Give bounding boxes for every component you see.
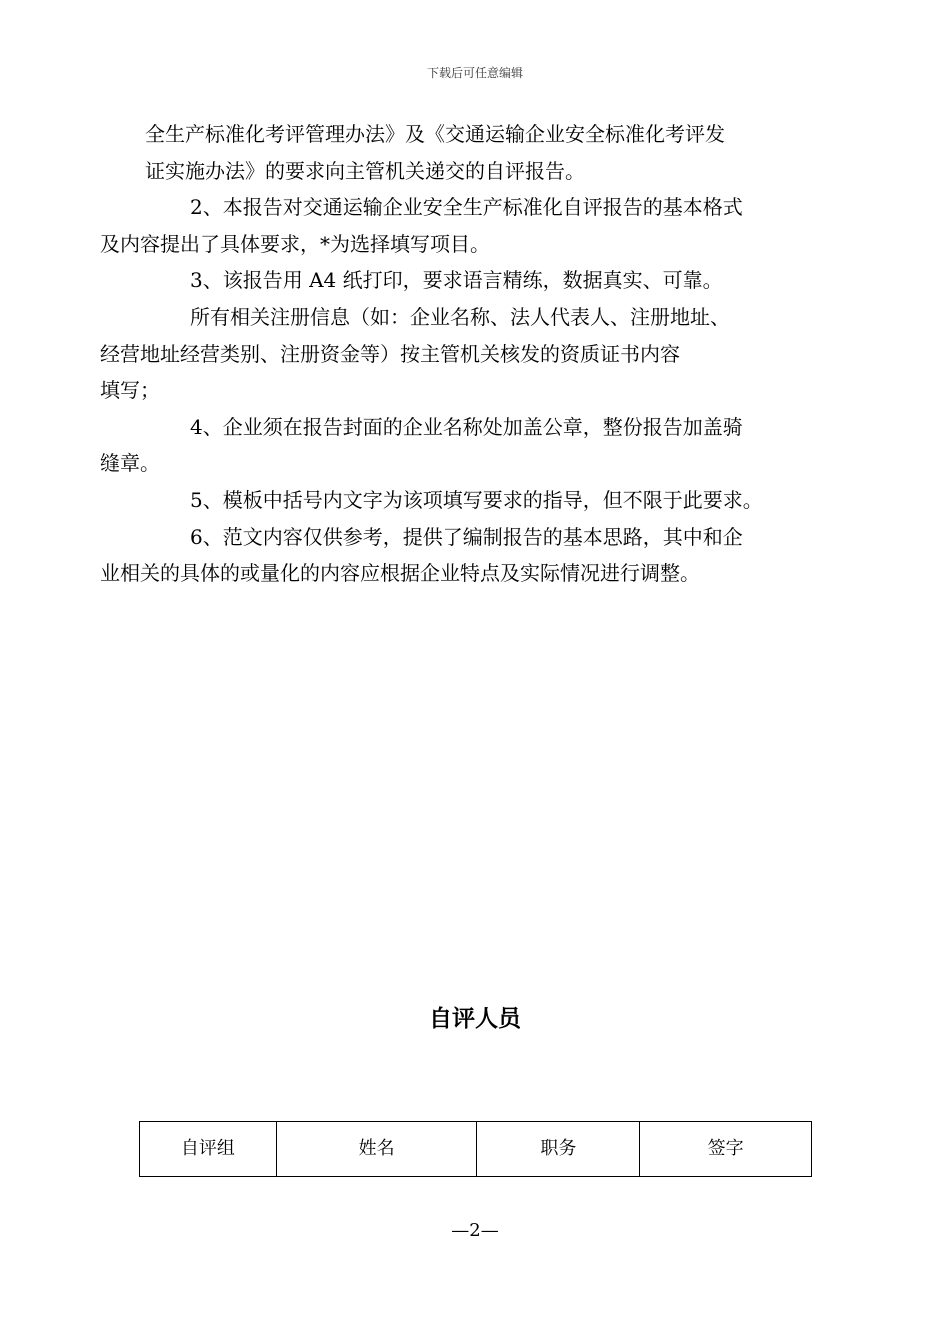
table-header-cell: 自评组 bbox=[140, 1122, 277, 1177]
paragraph-line: 2、本报告对交通运输企业安全生产标准化自评报告的基本格式 bbox=[190, 195, 743, 220]
table-header-cell: 姓名 bbox=[276, 1122, 477, 1177]
paragraph-line: 业相关的具体的或量化的内容应根据企业特点及实际情况进行调整。 bbox=[100, 561, 700, 586]
paragraph-continued bbox=[145, 116, 813, 189]
paragraph-line: 4、企业须在报告封面的企业名称处加盖公章，整份报告加盖骑 bbox=[190, 414, 743, 439]
paragraph-item-6 bbox=[100, 519, 813, 592]
table-header-cell: 签字 bbox=[640, 1122, 812, 1177]
paragraph-line: 全生产标准化考评管理办法》及《交通运输企业安全标准化考评发 bbox=[145, 122, 725, 146]
document-body bbox=[100, 116, 813, 592]
table-header-row bbox=[140, 1122, 812, 1177]
paragraph-line: 缝章。 bbox=[100, 451, 160, 476]
paragraph-line: 5、模板中括号内文字为该项填写要求的指导，但不限于此要求。 bbox=[190, 487, 763, 512]
paragraph-item-2 bbox=[100, 189, 813, 262]
paragraph-line: 证实施办法》的要求向主管机关递交的自评报告。 bbox=[145, 158, 585, 183]
table-header-cell: 职务 bbox=[477, 1122, 640, 1177]
paragraph-line: 6、范文内容仅供参考，提供了编制报告的基本思路，其中和企 bbox=[190, 524, 743, 549]
paragraph-item-4 bbox=[100, 409, 813, 482]
page-number: —2— bbox=[451, 1220, 499, 1241]
paragraph-item-5 bbox=[145, 482, 813, 519]
paragraph-line: 3、该报告用 A4 纸打印，要求语言精练，数据真实、可靠。 bbox=[190, 268, 723, 293]
self-evaluation-table bbox=[139, 1121, 812, 1177]
paragraph-item-3 bbox=[145, 262, 813, 299]
paragraph-registration-info bbox=[100, 299, 813, 409]
paragraph-line: 及内容提出了具体要求，*为选择填写项目。 bbox=[100, 231, 490, 256]
page-header: 下载后可任意编辑 bbox=[426, 66, 523, 80]
paragraph-line: 所有相关注册信息（如：企业名称、法人代表人、注册地址、 bbox=[190, 304, 730, 329]
paragraph-line: 经营地址经营类别、注册资金等）按主管机关核发的资质证书内容 bbox=[100, 341, 680, 366]
paragraph-line: 填写； bbox=[100, 378, 160, 403]
section-title: 自评人员 bbox=[429, 1005, 521, 1032]
